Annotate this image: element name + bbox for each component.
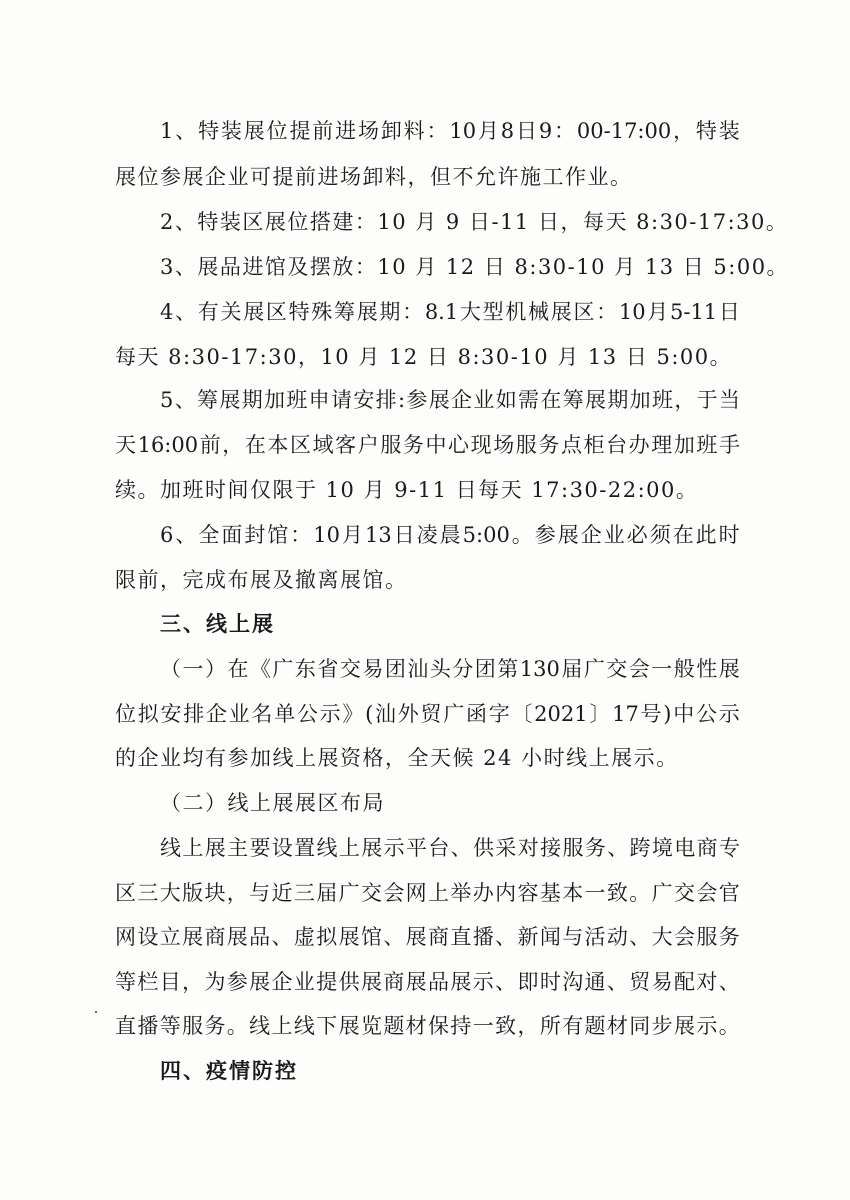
paragraph-8-line-3: 网 设 立 展 商 展 品 、 虚 拟 展 馆 、 展 商 直 播 、 新 闻 与 活 动 、 大 会 服 务 — [115, 925, 740, 949]
paragraph-3-line-1: 3、展品进馆及摆放：10 月 12 日 8:30-10 月 13 日 5:00。 — [160, 255, 790, 279]
paragraph-8-line-2: 区 三 大 版 块 ， 与 近 三 届 广 交 会 网 上 举 办 内 容 基 本 一 致 。 广 交 会 官 — [115, 881, 740, 905]
paragraph-5-line-2: 天 16:00 前 ， 在 本 区 域 客 户 服 务 中 心 现 场 服 务 点 柜 台 办 理 加 班 手 — [115, 433, 740, 457]
paragraph-1-line-2: 展位参展企业可提前进场卸料，但不允许施工作业。 — [115, 165, 633, 189]
paragraph-6-line-2: 限前，完成布展及撤离展馆。 — [115, 568, 408, 592]
paragraph-7-line-3: 的企业均有参加线上展资格，全天候 24 小时线上展示。 — [115, 746, 679, 770]
section-heading-online-exhibition: 三、线上展 — [160, 612, 275, 636]
paragraph-5-line-1: 5 、 筹 展 期 加 班 申 请 安 排 : 参 展 企 业 如 需 在 筹 展 期 加 班 ， 于 当 — [160, 388, 740, 412]
paragraph-8-line-1: 线 上 展 主 要 设 置 线 上 展 示 平 台 、 供 采 对 接 服 务 、 跨 境 电 商 专 — [160, 836, 740, 860]
section-heading-epidemic-control: 四、疫情防控 — [160, 1059, 298, 1083]
scan-speck — [95, 1011, 97, 1013]
paragraph-7-line-2: 位 拟 安 排 企 业 名 单 公 示 》 ( 汕 外 贸 广 函 字 〔 2021 〕 17 号 ) 中 公 示 — [115, 702, 740, 726]
paragraph-8-line-4: 等 栏 目 ， 为 参 展 企 业 提 供 展 商 展 品 展 示 、 即 时 沟 通 、 贸 易 配 对 、 — [115, 970, 740, 994]
paragraph-2-line-1: 2、特装区展位搭建：10 月 9 日-11 日，每天 8:30-17:30。 — [160, 210, 789, 234]
paragraph-6-line-1: 6 、 全 面 封 馆 ： 10 月 13 日 凌 晨 5:00 。 参 展 企 业 必 须 在 此 时 — [160, 523, 740, 547]
paragraph-8-line-5: 直 播 等 服 务 。 线 上 线 下 展 览 题 材 保 持 一 致 ， 所 有 题 材 同 步 展 示 。 — [115, 1014, 740, 1038]
paragraph-5-line-3: 续。加班时间仅限于 10 月 9-11 日每天 17:30-22:00。 — [115, 478, 699, 502]
paragraph-7-line-1: （ 一 ） 在 《 广 东 省 交 易 团 汕 头 分 团 第 130 届 广 交 会 一 般 性 展 — [160, 657, 740, 681]
paragraph-1-line-1: 1 、 特 装 展 位 提 前 进 场 卸 料 ： 10 月 8 日 9 ： 00-17:00 ， 特 装 — [160, 119, 740, 143]
subheading-online-layout: （二）线上展展区布局 — [160, 791, 385, 815]
paragraph-4-line-2: 每天 8:30-17:30，10 月 12 日 8:30-10 月 13 日 5:00。 — [115, 345, 733, 369]
paragraph-4-line-1: 4 、 有 关 展 区 特 殊 筹 展 期 ： 8.1 大 型 机 械 展 区 ： 10 月 5-11 日 — [160, 300, 740, 324]
